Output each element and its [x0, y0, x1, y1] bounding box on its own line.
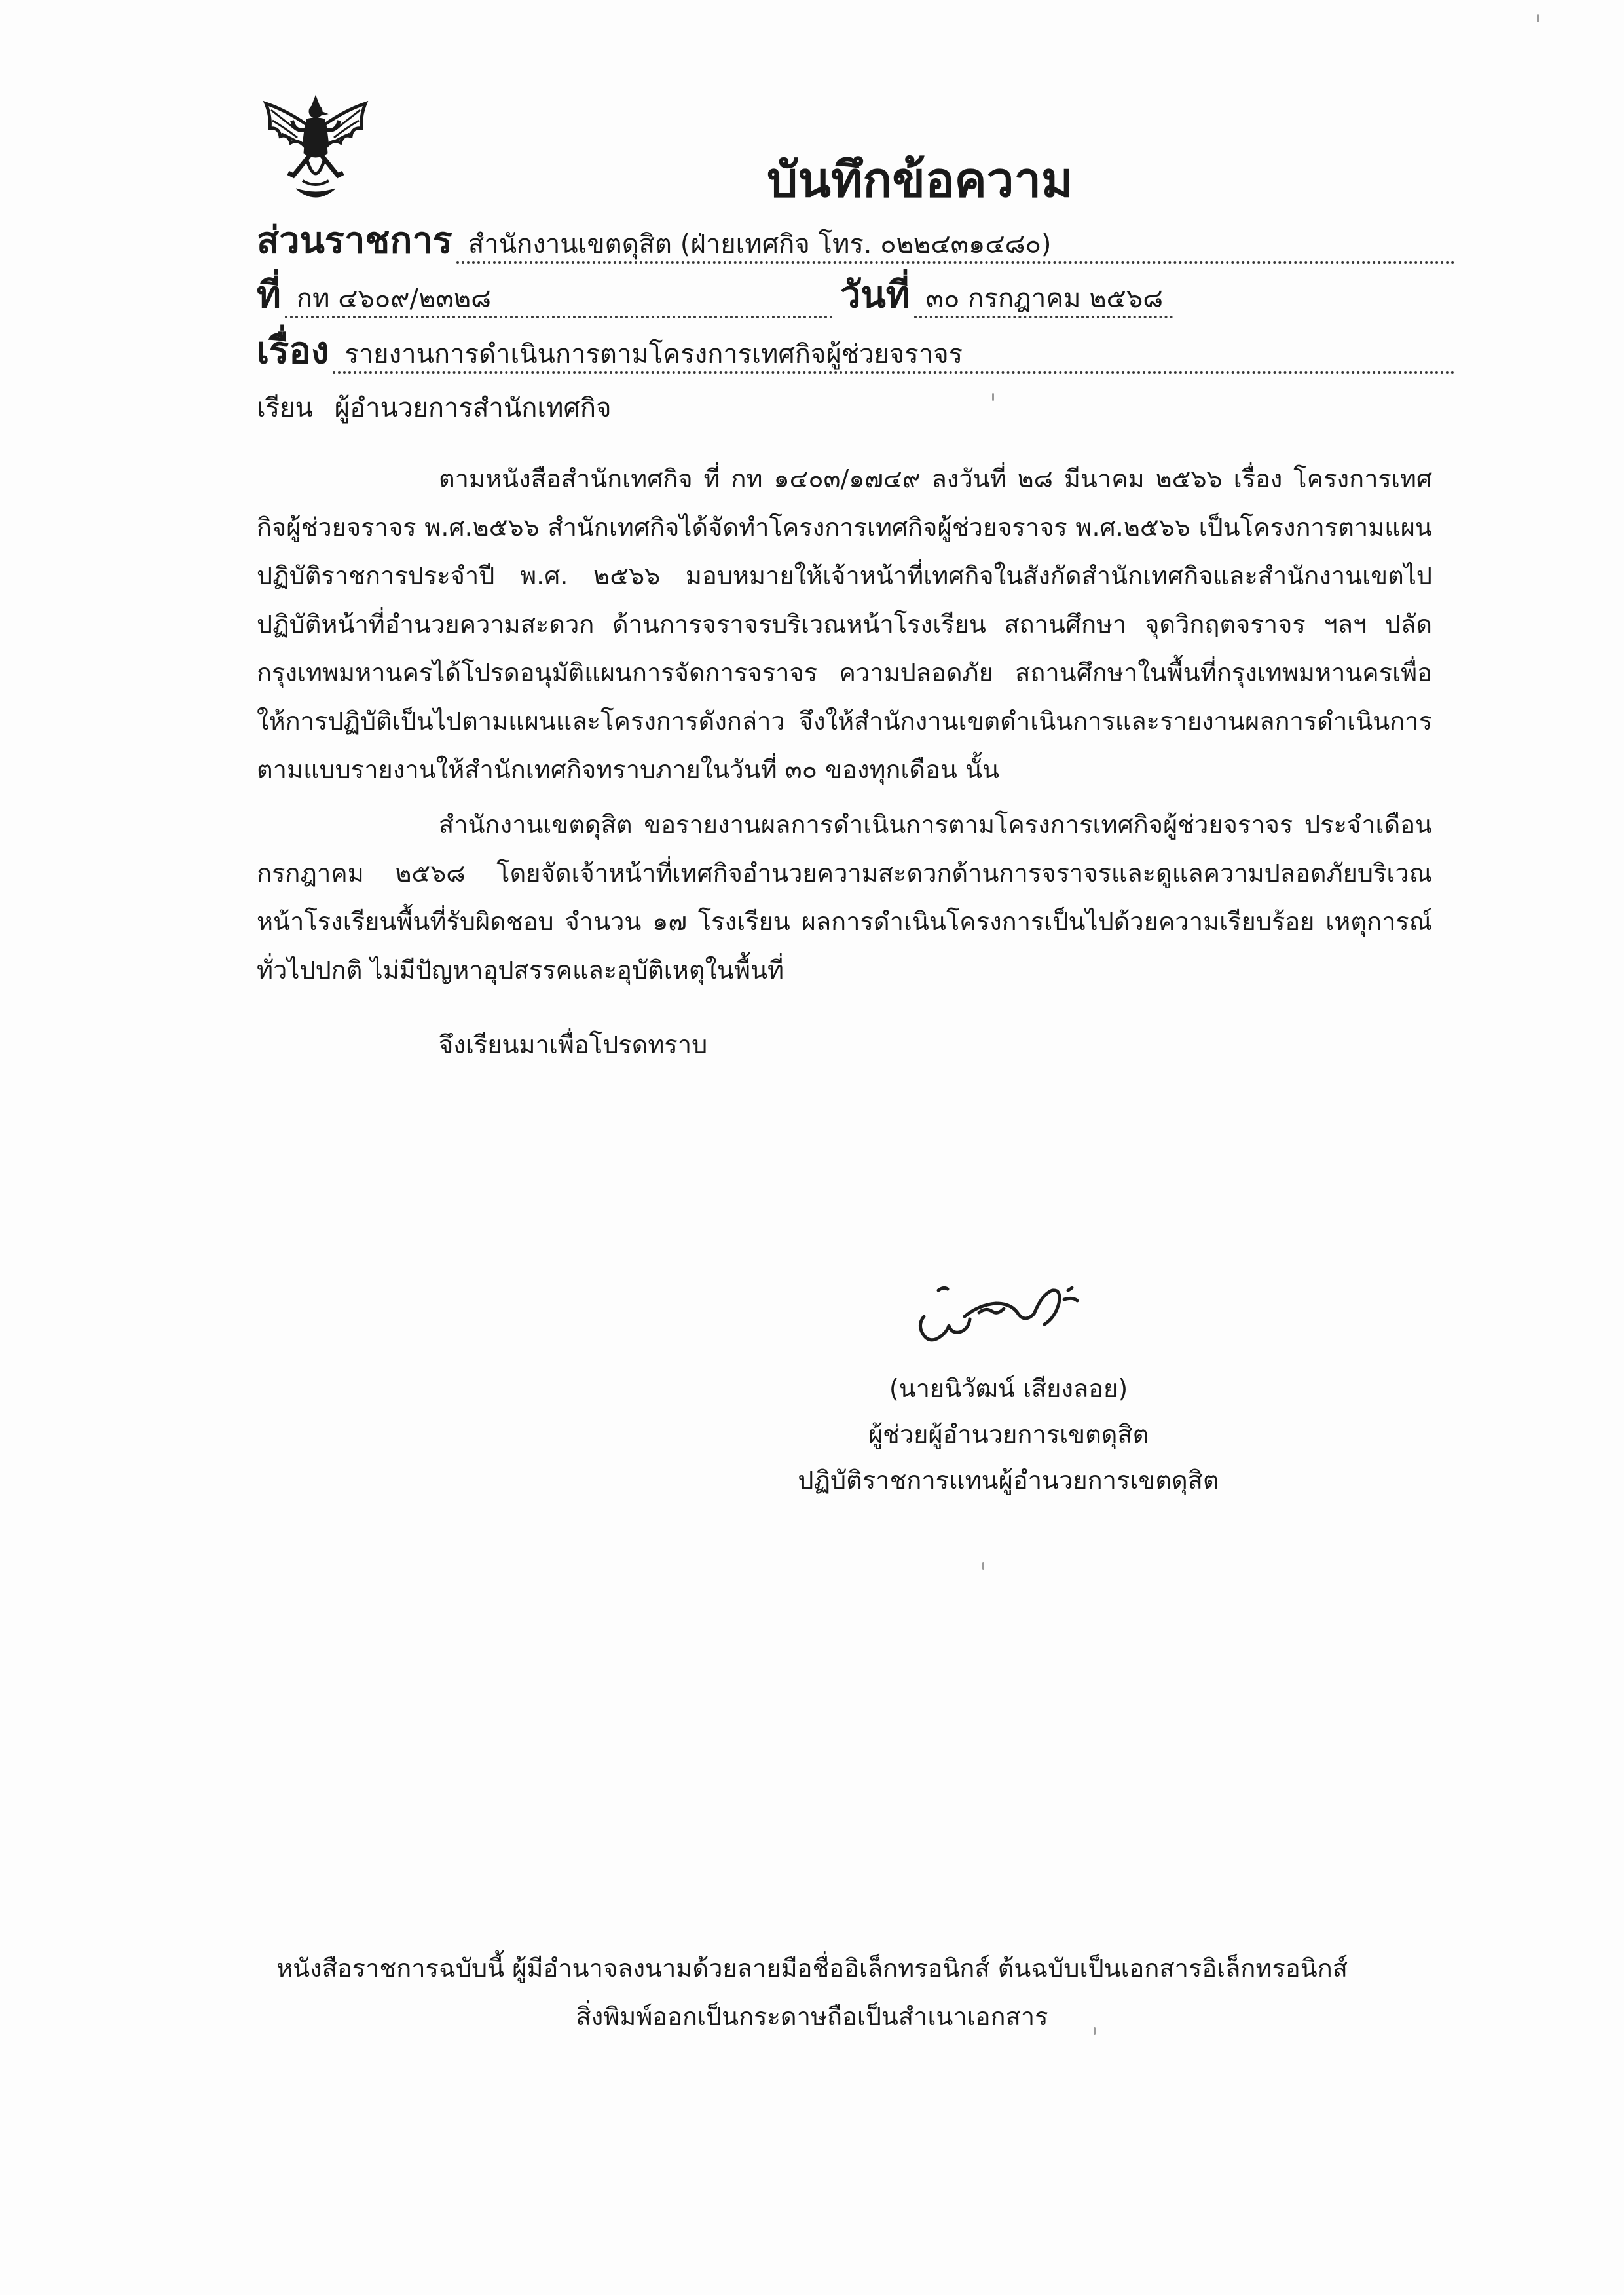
salutation-recipient: ผู้อำนวยการสำนักเทศกิจ	[334, 393, 612, 423]
scan-speck	[982, 1562, 984, 1570]
section-label: ส่วนราชการ	[257, 219, 452, 262]
salutation	[257, 386, 612, 428]
date-field	[840, 265, 1173, 324]
date-label: วันที่	[840, 274, 910, 316]
date-value: ๓๐ กรกฎาคม ๒๕๖๘	[914, 283, 1173, 318]
footer-line-2: สิ่งพิมพ์ออกเป็นกระดาษถือเป็นสำเนาเอกสาร	[576, 2002, 1048, 2031]
footer-note	[0, 1944, 1624, 2041]
section-value: สำนักงานเขตดุสิต (ฝ่ายเทศกิจ โทร. ๐๒๒๔๓๑๔๘๐)	[456, 229, 1455, 264]
scan-speck	[992, 393, 994, 401]
signer-acting: ปฏิบัติราชการแทนผู้อำนวยการเขตดุสิต	[798, 1466, 1219, 1495]
salutation-label: เรียน	[257, 393, 313, 423]
signer-block	[747, 1366, 1270, 1503]
reference-value: กท ๔๖๐๙/๒๓๒๘	[285, 283, 833, 318]
body-paragraph-2: สำนักงานเขตดุสิต ขอรายงานผลการดำเนินการตามโครงการเทศกิจผู้ช่วยจราจร ประจำเดือน กรกฎาคม ๒๕๖๘ โดยจัดเจ้าหน้าที่เทศกิจอำนวยความสะดวกด้านการจราจรและดูแลความปลอดภัยบริเวณหน้าโรงเรียนพื้นที่รับผิดชอบ จำนวน ๑๗ โรงเรียน ผลการดำเนินโครงการเป็นไปด้วยความเรียบร้อย เหตุการณ์ทั่วไปปกติ ไม่มีปัญหาอุปสรรคและอุบัติเหตุในพื้นที่	[257, 810, 1432, 984]
memo-title: บันทึกข้อความ	[767, 152, 1073, 208]
section-field	[257, 211, 1455, 269]
subject-value: รายงานการดำเนินการตามโครงการเทศกิจผู้ช่วยจราจร	[333, 339, 1455, 374]
subject-label: เรื่อง	[257, 329, 329, 372]
closing-line: จึงเรียนมาเพื่อโปรดทราบ	[439, 1030, 708, 1059]
signature-image	[913, 1271, 1084, 1356]
body-paragraph-1: ตามหนังสือสำนักเทศกิจ ที่ กท ๑๔๐๓/๑๗๔๙ ลงวันที่ ๒๘ มีนาคม ๒๕๖๖ เรื่อง โครงการเทศกิจผู้ช่วยจราจร พ.ศ.๒๕๖๖ สำนักเทศกิจได้จัดทำโครงการเทศกิจผู้ช่วยจราจร พ.ศ.๒๕๖๖ เป็นโครงการตามแผนปฏิบัติราชการประจำปี พ.ศ. ๒๕๖๖ มอบหมายให้เจ้าหน้าที่เทศกิจในสังกัดสำนักเทศกิจและสำนักงานเขตไปปฏิบัติหน้าที่อำนวยความสะดวก ด้านการจราจรบริเวณหน้าโรงเรียน สถานศึกษา จุดวิกฤตจราจร ฯลฯ ปลัดกรุงเทพมหานครได้โปรดอนุมัติแผนการจัดการจราจร ความปลอดภัย สถานศึกษาในพื้นที่กรุงเทพมหานครเพื่อให้การปฏิบัติเป็นไปตามแผนและโครงการดังกล่าว จึงให้สำนักงานเขตดำเนินการและรายงานผลการดำเนินการตามแบบรายงานให้สำนักเทศกิจทราบภายในวันที่ ๓๐ ของทุกเดือน นั้น	[257, 464, 1432, 784]
reference-field	[257, 265, 833, 324]
reference-label: ที่	[257, 274, 281, 316]
scan-speck	[1094, 2027, 1096, 2035]
footer-line-1: หนังสือราชการฉบับนี้ ผู้มีอำนาจลงนามด้วยลายมือชื่ออิเล็กทรอนิกส์ ต้นฉบับเป็นเอกสารอิเล็กทรอนิกส์	[276, 1954, 1348, 1983]
subject-field	[257, 321, 1455, 379]
signer-name: (นายนิวัฒน์ เสียงลอย)	[889, 1374, 1128, 1403]
scan-speck	[1537, 14, 1539, 22]
signer-position: ผู้ช่วยผู้อำนวยการเขตดุสิต	[868, 1420, 1149, 1449]
